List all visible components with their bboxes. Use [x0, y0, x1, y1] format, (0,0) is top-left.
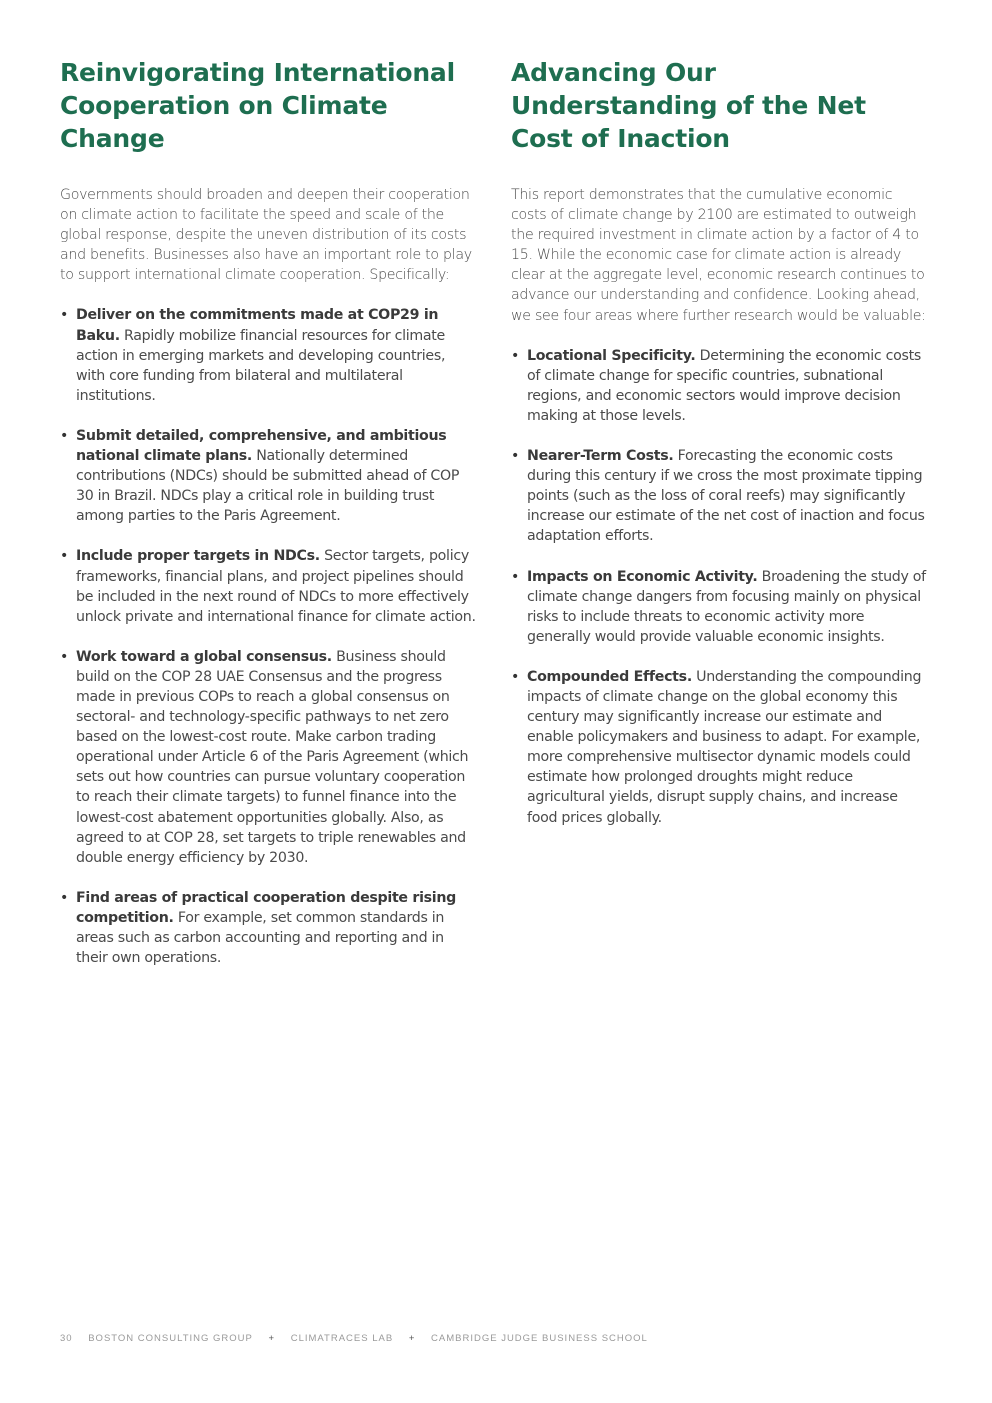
list-item: [60, 426, 478, 526]
research-areas-list: [511, 346, 929, 828]
footer-org: CAMBRIDGE JUDGE BUSINESS SCHOOL: [431, 1333, 648, 1344]
item-lead: Find areas of practical cooperation despite rising competition.: [76, 889, 457, 926]
footer-org: CLIMATRACES LAB: [290, 1333, 394, 1344]
list-item: [60, 305, 478, 405]
list-item: [511, 346, 929, 426]
footer-org: BOSTON CONSULTING GROUP: [88, 1333, 253, 1344]
item-text: Business should build on the COP 28 UAE Consensus and the progress made in previous COPs to reach a global consensus on sectoral- and technology-specific pathways to net zero based on the lowest-cost route. Make carbon trading operational under Article 6 of the Paris Agreement (which sets out how countries can pursue voluntary cooperation to reach their climate targets) to funnel finance into the lowest-cost abatement opportunities globally. Also, as agreed to at COP 28, set targets to triple renewables and double energy efficiency by 2030.: [76, 648, 469, 866]
section-title: Advancing Our Understanding of the Net Cost of Inaction: [511, 58, 866, 153]
page-number: 30: [60, 1333, 73, 1344]
item-text: Sector targets, policy frameworks, financial plans, and project pipelines should be included in the next round of NDCs to more effectively unlock private and international finance for climate action.: [76, 548, 476, 625]
item-lead: Include proper targets in NDCs.: [76, 548, 320, 565]
footer-separator: +: [268, 1333, 276, 1344]
item-lead: Deliver on the commitments made at COP29 in Baku.: [76, 307, 439, 344]
item-lead: Compounded Effects.: [527, 668, 692, 685]
list-item: [511, 446, 929, 546]
item-text: Forecasting the economic costs during this century if we cross the most proximate tipping points (such as the loss of coral reefs) may significantly increase our estimate of the net cost of inaction and focus adaptation efforts.: [527, 448, 925, 545]
item-lead: Nearer-Term Costs.: [527, 448, 674, 465]
item-lead: Work toward a global consensus.: [76, 648, 332, 665]
item-text: Understanding the compounding impacts of climate change on the global economy this century may significantly increase our estimate and enable policymakers and business to adapt. For example, more comprehensive multisector dynamic models could estimate how prolonged droughts might reduce agricultural yields, disrupt supply chains, and increase food prices globally.: [527, 668, 922, 826]
intro-paragraph: This report demonstrates that the cumulative economic costs of climate change by 2100 are estimated to outweigh the required investment in climate action by a factor of 4 to 15. While the economic case for climate action is already clear at the aggregate level, economic research continues to advance our understanding and confidence. Looking ahead, we see four areas where further research would be valuable:: [511, 187, 926, 324]
list-item: [60, 546, 478, 626]
recommendation-list: [60, 305, 478, 968]
item-text: Rapidly mobilize financial resources for climate action in emerging markets and developing countries, with core funding from bilateral and multilateral institutions.: [76, 327, 446, 404]
list-item: [511, 667, 929, 828]
list-item: [60, 888, 478, 968]
left-column: [60, 56, 478, 988]
item-lead: Locational Specificity.: [527, 347, 696, 364]
item-lead: Submit detailed, comprehensive, and ambitious national climate plans.: [76, 427, 447, 465]
intro-paragraph: Governments should broaden and deepen their cooperation on climate action to facilitate the speed and scale of the global response, despite the uneven distribution of its costs and benefits. Businesses also have an important role to play to support international climate cooperation. Specifically:: [60, 187, 472, 284]
list-item: [511, 567, 929, 647]
item-text: Nationally determined contributions (NDCs) should be submitted ahead of COP 30 in Brazil. NDCs play a critical role in building trust among parties to the Paris Agreement.: [76, 448, 460, 525]
item-text: For example, set common standards in areas such as carbon accounting and reporting and in their own operations.: [76, 909, 445, 967]
page-footer: [60, 1333, 660, 1344]
footer-separator: +: [408, 1333, 416, 1344]
item-text: Broadening the study of climate change dangers from focusing mainly on physical risks to include threats to economic activity more generally would provide valuable economic insights.: [527, 568, 926, 645]
right-column: [511, 56, 929, 848]
item-lead: Impacts on Economic Activity.: [527, 568, 758, 585]
list-item: [60, 647, 478, 868]
section-title: Reinvigorating International Cooperation on Climate Change: [60, 58, 455, 153]
item-text: Determining the economic costs of climate change for specific countries, subnational regions, and economic sectors would improve decision making at those levels.: [527, 347, 921, 424]
